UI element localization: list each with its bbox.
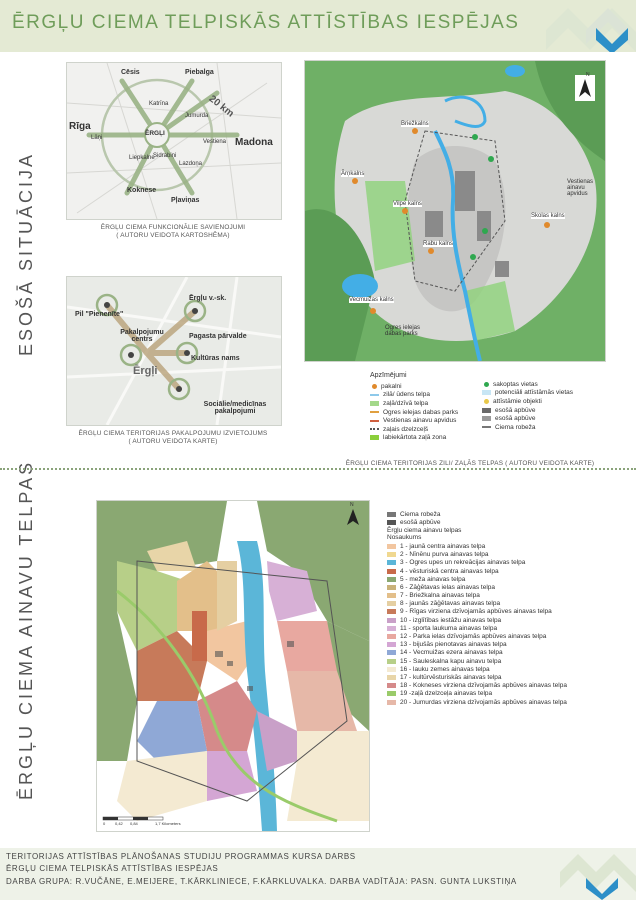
legend-item-label: 7 - Briežkalna ainavas telpa (400, 592, 480, 600)
legend-swatch (387, 634, 396, 639)
legend-item (482, 380, 610, 389)
legend-item-label: 19 -zaļā dzelzceļa ainavas telpa (400, 690, 493, 698)
legend-rail-swatch (370, 428, 379, 430)
caption-line: ĒRGĻU CIEMA FUNKCIONĀLIE SAVIENOJUMI (100, 224, 246, 231)
section-divider (0, 468, 636, 470)
place-label: Lāņi (91, 135, 103, 141)
center-label: ĒRGĻI (145, 130, 165, 137)
legend-item (387, 600, 627, 608)
legend-item (387, 698, 627, 706)
caption-line: ĒRGĻU CIEMA TERITORIJAS PAKALPOJUMU IZVIETOJUMS (78, 430, 268, 437)
legend-marker-icon (372, 384, 377, 389)
place-label: Jumurda (185, 113, 209, 119)
legend-item (370, 425, 480, 434)
place-label: Vestiena (203, 139, 227, 145)
legend-item-label: Ogres ielejas dabas parks (383, 408, 459, 416)
caption-line: ( AUTORU VEIDOTA KARTE) (128, 438, 218, 445)
town-label: Ērgļi (133, 365, 158, 377)
legend-dash-swatch (370, 420, 379, 422)
section-title-landscape-spaces: ĒRGĻU CIEMA AINAVU TELPAS (16, 459, 36, 800)
place-label: Koknese (127, 187, 157, 194)
hill-label: Ārņkalns (341, 171, 365, 177)
legend-item-label: 6 - Zāģētavas ielas ainavas telpa (400, 583, 496, 591)
scale-label: 0 (103, 821, 106, 826)
hill-label: Vilpe kalns (393, 201, 422, 207)
legend-item-label: esošā apbūve (495, 406, 536, 414)
legend-item-label: attīstāmie objekti (493, 397, 542, 405)
legend-swatch (387, 593, 396, 598)
service-label: Ērgļu v.-sk. (189, 295, 227, 302)
legend-item (482, 406, 610, 415)
legend-item (370, 382, 480, 391)
footer-line-3: DARBA GRUPA: R.VUČĀNE, E.MEIJERE, T.KĀRKLINIECE, F.KĀRKLUVALKA. DARBA VADĪTĀJA: PASN. GUNTA LUKSTIŅA (6, 877, 517, 886)
legend-item (387, 575, 627, 583)
blue-green-svg (305, 61, 605, 361)
place-label: Katrīna (149, 101, 169, 107)
legend-item (387, 583, 627, 591)
legend-swatch (387, 520, 396, 525)
section-title-current-situation: ESOŠĀ SITUĀCIJA (16, 151, 36, 356)
legend-heading: Ērgļu ciema ainavu telpas (387, 527, 462, 535)
place-label: Sidrabiņi (153, 153, 177, 159)
north-arrow-label: N (350, 502, 354, 508)
footer-line-1: TERITORIJAS ATTĪSTĪBAS PLĀNOŠANAS STUDIJU PROGRAMMAS KURSA DARBS (6, 852, 356, 861)
service-label: Pagasta pārvalde (189, 333, 247, 340)
place-label: Lazdoņa (179, 161, 203, 167)
page-title: ĒRGĻU CIEMA TELPISKĀS ATTĪSTĪBAS IESPĒJAS (12, 12, 520, 33)
legend-item (387, 592, 627, 600)
service-label: Pakalpojumu centrs (120, 329, 164, 343)
legend-item (482, 397, 610, 406)
legend-item-label: 5 - meža ainavas telpa (400, 575, 466, 583)
legend-item (387, 657, 627, 665)
caption-line: ( AUTORU VEIDOTA KARTOSHĒMA) (116, 232, 230, 239)
legend-item-label: 18 - Kokneses virziena dzīvojamās apbūves ainavas telpa (400, 682, 567, 690)
legend-dash-swatch (370, 411, 379, 413)
map1-caption (66, 224, 280, 240)
legend-swatch (387, 700, 396, 705)
legend-item (387, 641, 627, 649)
map4-legend (387, 510, 627, 750)
map3-caption: ĒRGĻU CIEMA TERITORIJAS ZILI/ ZAĻĀS TELPAS ( AUTORU VEIDOTA KARTE) (345, 460, 595, 467)
scale-label: 0,42 (115, 821, 123, 826)
legend-swatch (387, 560, 396, 565)
legend-line-swatch (370, 394, 379, 396)
legend-item (387, 632, 627, 640)
legend-swatch (387, 626, 396, 631)
legend-item-label: 8 - jaunās zāģētavas ainavas telpa (400, 600, 501, 608)
legend-item-label: 20 - Jumurdas virziena dzīvojamās apbūves ainavas telpa (400, 698, 567, 706)
legend-item (387, 665, 627, 673)
functional-connections-map (66, 62, 282, 220)
legend-item-label: 13 - bijušās pienotavas ainavas telpa (400, 641, 507, 649)
legend-swatch (482, 408, 491, 413)
legend-item (387, 567, 627, 575)
blue-green-spaces-map (304, 60, 606, 362)
service-label: Sociālie/medicīnas pakalpojumi (203, 401, 267, 415)
chevron-logo-icon (546, 0, 636, 52)
services-map (66, 276, 282, 426)
legend-zones (387, 542, 627, 706)
legend-swatch (387, 675, 396, 680)
landscape-spaces-svg (97, 501, 369, 831)
map3-legend (370, 372, 610, 450)
legend-swatch (387, 569, 396, 574)
legend-item-label: 10 - izglītības iestāžu ainavas telpa (400, 616, 502, 624)
legend-line-swatch (482, 426, 491, 428)
area-label: Ogres ielejas dabas parks (385, 325, 421, 337)
legend-swatch (370, 435, 379, 440)
map2-caption (66, 430, 280, 446)
legend-item (370, 434, 480, 443)
landscape-spaces-map (96, 500, 370, 832)
hill-label: Skolas kalns (531, 213, 565, 219)
legend-swatch (387, 659, 396, 664)
legend-item (482, 389, 610, 398)
legend-swatch (387, 667, 396, 672)
legend-item (387, 673, 627, 681)
north-arrow-label: N (586, 72, 590, 78)
legend-item-label: Ciema robeža (400, 510, 441, 518)
legend-item (370, 416, 480, 425)
legend-item (387, 559, 627, 567)
legend-swatch (387, 585, 396, 590)
legend-swatch (387, 650, 396, 655)
legend-swatch (387, 683, 396, 688)
legend-subheading: Nosaukums (387, 534, 422, 542)
legend-marker-icon (484, 399, 489, 404)
legend-item-label: 1 - jaunā centra ainavas telpa (400, 542, 486, 550)
legend-swatch (482, 390, 491, 395)
legend-swatch (387, 642, 396, 647)
legend-item-label: zaļais dzelzceļš (383, 425, 429, 433)
legend-item-label: 12 - Parka ielas dzīvojamās apbūves ainavas telpa (400, 633, 547, 641)
legend-item (387, 608, 627, 616)
legend-item-label: 2 - Nīnēnu purva ainavas telpa (400, 551, 489, 559)
hill-label: Briežkalns (401, 121, 429, 127)
place-label: Madona (235, 137, 273, 148)
legend-item-label: Ciema robeža (495, 423, 536, 431)
legend-item (370, 391, 480, 400)
legend-item-label: 9 - Rīgas virziena dzīvojamās apbūves ainavas telpa (400, 608, 552, 616)
legend-item (387, 616, 627, 624)
legend-item-label: pakalni (381, 382, 402, 390)
legend-swatch (387, 609, 396, 614)
distance-label: 20 km (206, 93, 236, 120)
area-label: Vestienas ainavu apvidus (567, 179, 594, 197)
legend-item (387, 551, 627, 559)
legend-item-label: 14 - Vecmuižas ezera ainavas telpa (400, 649, 503, 657)
legend-item (370, 408, 480, 417)
legend-item-label: 17 - kultūrvēsturiskās ainavas telpa (400, 673, 502, 681)
legend-swatch (387, 512, 396, 517)
legend-right-column (482, 380, 610, 432)
legend-item-label: 4 - vēsturiskā centra ainavas telpa (400, 567, 499, 575)
legend-item-label: sakoptas vietas (493, 380, 538, 388)
legend-item-label: 16 - lauku zemes ainavas telpa (400, 665, 490, 673)
legend-item (387, 682, 627, 690)
place-label: Piebalga (185, 69, 214, 76)
legend-swatch (387, 601, 396, 606)
legend-item (482, 423, 610, 432)
legend-item (387, 690, 627, 698)
legend-item-label: esošā apbūve (495, 415, 536, 423)
legend-item (387, 542, 627, 550)
scale-label: 0,84 (130, 821, 138, 826)
place-label: Rīga (69, 121, 91, 132)
legend-item-label: esošā apbūve (400, 518, 441, 526)
legend-swatch (387, 691, 396, 696)
legend-item (387, 518, 627, 526)
legend-item-label: Vestienas ainavu apvidus (383, 417, 457, 425)
legend-item-label: labiekārtota zaļā zona (383, 434, 447, 442)
legend-item (387, 510, 627, 518)
legend-item (370, 399, 480, 408)
legend-swatch (482, 416, 491, 421)
legend-item (387, 624, 627, 632)
legend-item-label: zaļā/dzīvā telpa (383, 399, 429, 407)
legend-title: Apzīmējumi (370, 372, 407, 379)
legend-item (482, 414, 610, 423)
hill-label: Vecmuižas kalns (349, 297, 394, 303)
legend-marker-icon (484, 382, 489, 387)
legend-swatch (387, 552, 396, 557)
hill-label: Rabu kalns (423, 241, 454, 247)
scale-label: 1,7 Kilometers (155, 821, 181, 826)
legend-swatch (387, 577, 396, 582)
legend-item-label: 11 - sporta laukuma ainavas telpa (400, 624, 498, 632)
legend-swatch (370, 401, 379, 406)
chevron-logo-icon (560, 848, 636, 900)
legend-swatch (387, 618, 396, 623)
service-label: Pil "Pienenīte" (75, 311, 124, 318)
legend-swatch (387, 544, 396, 549)
service-label: Kultūras nams (191, 355, 240, 362)
legend-item (387, 649, 627, 657)
place-label: Pļaviņas (171, 197, 200, 204)
place-label: Liepkalne (129, 155, 155, 161)
legend-item-label: zilā/ ūdens telpa (383, 391, 430, 399)
legend-item-label: 15 - Sauleskalna kapu ainavu telpa (400, 657, 502, 665)
legend-left-column (370, 382, 480, 442)
footer-line-2: ĒRGĻU CIEMA TELPISKĀS ATTĪSTĪBAS IESPĒJAS (6, 864, 219, 873)
legend-item-label: potenciāli attīstāmās vietas (495, 389, 574, 397)
legend-top (387, 510, 627, 526)
legend-item-label: 3 - Ogres upes un rekreācijas ainavas telpa (400, 559, 526, 567)
place-label: Cēsis (121, 69, 140, 76)
